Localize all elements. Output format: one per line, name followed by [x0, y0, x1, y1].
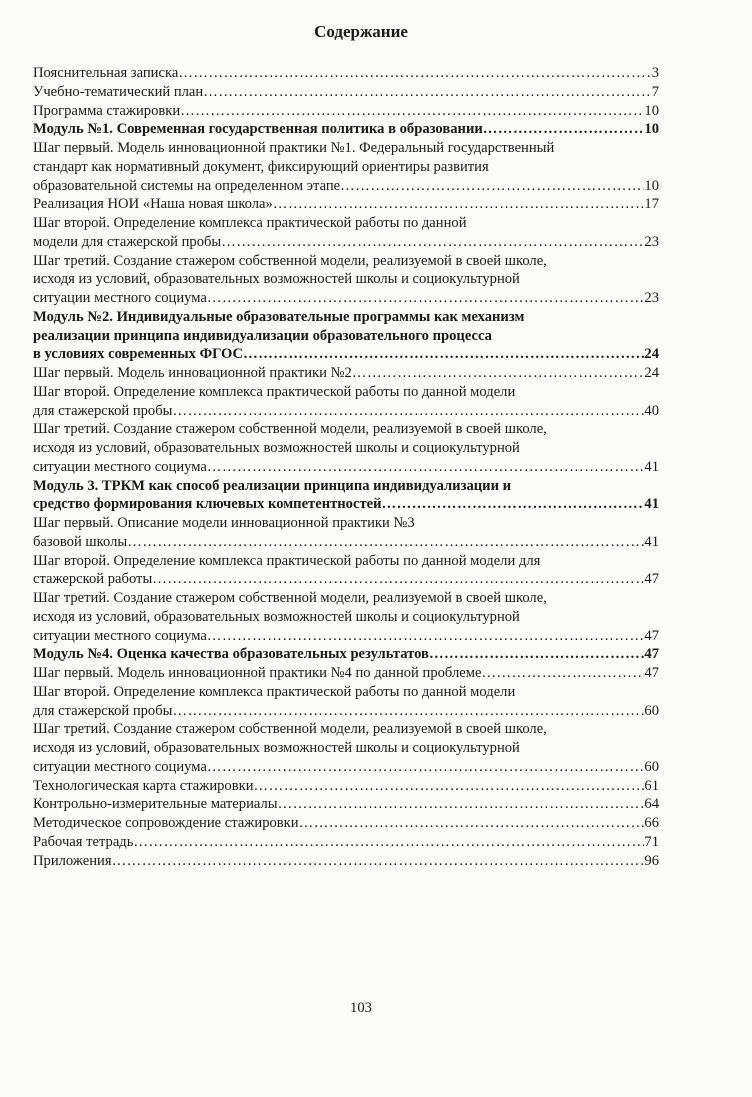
- toc-entry: [33, 589, 659, 645]
- dot-leader: [207, 758, 645, 777]
- toc-entry-page: 10: [644, 121, 659, 138]
- dot-leader: [152, 570, 644, 589]
- toc-entry-last-line: [33, 458, 659, 477]
- toc-entry-text: исходя из условий, образовательных возможностей школы и социокультурной: [33, 440, 520, 456]
- toc-entry-page: 10: [644, 177, 659, 194]
- toc-entry-page: 41: [644, 533, 659, 550]
- dot-leader: [273, 195, 645, 214]
- toc-entry-text: образовательной системы на определенном этапе: [33, 177, 341, 194]
- toc-entry-text: Технологическая карта стажировки: [33, 777, 254, 794]
- toc-entry-text: стажерской работы: [33, 571, 153, 588]
- toc-entry: [33, 214, 659, 252]
- page-title: Содержание: [314, 22, 408, 41]
- toc-entry-last-line: [33, 777, 659, 796]
- toc-entry: [33, 664, 659, 683]
- toc-entry: [33, 102, 659, 121]
- toc-entry-last-line: [33, 402, 659, 421]
- toc-entry-page: 47: [644, 646, 659, 663]
- toc-entry-page: 23: [644, 290, 659, 306]
- toc-entry-text: Приложения: [33, 852, 112, 869]
- toc-entry-text: Шаг третий. Создание стажером собственной модели, реализуемой в своей школе,: [33, 421, 547, 438]
- dot-leader: [299, 814, 645, 833]
- toc-entry: [33, 514, 659, 552]
- toc-entry: [33, 720, 659, 776]
- dot-leader: [180, 102, 644, 121]
- toc-entry-text: Модуль №2. Индивидуальные образовательные программы как механизм: [33, 308, 525, 325]
- toc-entry-text: Шаг второй. Определение комплекса практической работы по данной модели: [33, 683, 516, 700]
- toc-entry-page: 40: [644, 402, 659, 419]
- toc-entry: [33, 364, 659, 383]
- toc-entry-last-line: [33, 570, 659, 589]
- toc-entry-text: Программа стажировки: [33, 102, 181, 119]
- toc-entry-page: 41: [644, 496, 659, 513]
- dot-leader: [278, 795, 645, 814]
- toc-entry-last-line: [33, 64, 659, 83]
- toc-entry-page: 60: [644, 702, 659, 719]
- toc-entry-text: Шаг первый. Модель инновационной практики №4 по данной проблеме: [33, 665, 482, 681]
- toc-entry-text: ситуации местного социума: [33, 758, 207, 775]
- dot-leader: [221, 233, 644, 252]
- toc-entry: [33, 833, 659, 852]
- toc-entry-last-line: [33, 345, 659, 364]
- toc-entry-text: ситуации местного социума: [33, 627, 207, 644]
- toc-entry-text: Шаг второй. Определение комплекса практической работы по данной: [33, 215, 467, 231]
- toc-entry-last-line: [33, 702, 659, 721]
- toc-entry-last-line: [33, 627, 659, 646]
- dot-leader: [243, 345, 644, 364]
- toc-entry-text: ситуации местного социума: [33, 458, 207, 475]
- toc-entry-text: в условиях современных ФГОС: [33, 346, 244, 363]
- toc-entry-text: Шаг первый. Модель инновационной практики №2: [33, 365, 352, 381]
- toc-entry-text: для стажерской пробы: [33, 402, 173, 419]
- toc-entry: [33, 64, 659, 83]
- toc-entry-page: 23: [644, 233, 659, 250]
- toc-entry-text: Шаг третий. Создание стажером собственной модели, реализуемой в своей школе,: [33, 252, 547, 269]
- dot-leader: [203, 83, 651, 102]
- toc-entry-text: Модуль 3. ТРКМ как способ реализации принципа индивидуализации и: [33, 477, 512, 494]
- toc-entry-last-line: [33, 289, 659, 308]
- toc-entry-text: исходя из условий, образовательных возможностей школы и социокультурной: [33, 271, 520, 288]
- toc-entry-last-line: [33, 495, 659, 514]
- toc-entry: [33, 252, 659, 308]
- toc-entry-page: 17: [644, 196, 659, 213]
- toc-entry-page: 41: [644, 458, 659, 475]
- dot-leader: [172, 702, 644, 721]
- toc-entry-text: Шаг первый. Описание модели инновационной практики №3: [33, 515, 415, 531]
- toc-entry-last-line: [33, 664, 659, 683]
- toc-entry-last-line: [33, 102, 659, 121]
- toc-entry-page: 7: [651, 83, 659, 100]
- toc-entry-text: для стажерской пробы: [33, 702, 173, 719]
- dot-leader: [340, 177, 644, 196]
- toc-entry-page: 47: [644, 627, 659, 644]
- toc-entry-page: 60: [644, 758, 659, 775]
- toc-entry-text: Шаг второй. Определение комплекса практической работы по данной модели: [33, 383, 516, 400]
- toc-entry-last-line: [33, 83, 659, 102]
- toc-entry-page: 10: [644, 102, 659, 119]
- dot-leader: [133, 833, 644, 852]
- toc-entry-last-line: [33, 758, 659, 777]
- toc-entry: [33, 308, 659, 364]
- toc-entry-page: 96: [644, 852, 659, 869]
- toc-entry: [33, 420, 659, 476]
- toc-entry-text: средство формирования ключевых компетентностей: [33, 496, 382, 513]
- toc-entry-text: Методическое сопровождение стажировки: [33, 815, 299, 831]
- toc-entry-last-line: [33, 533, 659, 552]
- dot-leader: [481, 664, 644, 683]
- dot-leader: [254, 777, 645, 796]
- toc-entry-text: Рабочая тетрадь: [33, 833, 134, 850]
- toc-entry-page: 24: [644, 346, 659, 363]
- toc-entry-last-line: [33, 120, 659, 139]
- toc-entry-text: реализации принципа индивидуализации образовательного процесса: [33, 327, 492, 344]
- dot-leader: [207, 289, 645, 308]
- toc-entry-last-line: [33, 852, 659, 871]
- dot-leader: [172, 402, 644, 421]
- toc-entry-text: Шаг первый. Модель инновационной практики №1. Федеральный государственный: [33, 140, 555, 156]
- toc-entry-page: 64: [644, 796, 659, 813]
- toc-entry-last-line: [33, 364, 659, 383]
- toc-entry-text: ситуации местного социума: [33, 290, 207, 306]
- toc-entry-page: 47: [644, 571, 659, 588]
- toc-entry: [33, 814, 659, 833]
- dot-leader: [207, 627, 645, 646]
- toc-entry-page: 3: [651, 65, 659, 81]
- toc-entry-text: Шаг второй. Определение комплекса практической работы по данной модели для: [33, 552, 541, 569]
- toc-entry-last-line: [33, 177, 659, 196]
- toc-entry-text: базовой школы: [33, 533, 128, 550]
- toc-entry: [33, 83, 659, 102]
- toc-entry-text: Контрольно-измерительные материалы: [33, 796, 278, 813]
- toc-entry-last-line: [33, 233, 659, 252]
- toc-entry-text: Учебно-тематический план: [33, 83, 204, 100]
- toc-entry: [33, 139, 659, 195]
- toc-entry-text: модели для стажерской пробы: [33, 233, 222, 250]
- toc-entry-text: исходя из условий, образовательных возможностей школы и социокультурной: [33, 740, 520, 756]
- page-number: 103: [350, 1000, 372, 1016]
- table-of-contents: [33, 64, 659, 870]
- dot-leader: [352, 364, 645, 383]
- toc-entry-last-line: [33, 795, 659, 814]
- toc-entry-text: Модуль №1. Современная государственная политика в образовании: [33, 121, 483, 138]
- toc-entry-text: Шаг третий. Создание стажером собственной модели, реализуемой в своей школе,: [33, 721, 547, 738]
- toc-entry: [33, 383, 659, 421]
- toc-entry-text: Реализация НОИ «Наша новая школа»: [33, 196, 273, 213]
- toc-entry-last-line: [33, 814, 659, 833]
- toc-entry: [33, 477, 659, 515]
- toc-entry: [33, 777, 659, 796]
- dot-leader: [178, 64, 651, 83]
- toc-entry: [33, 195, 659, 214]
- toc-entry: [33, 120, 659, 139]
- toc-entry-text: Шаг третий. Создание стажером собственной модели, реализуемой в своей школе,: [33, 590, 547, 606]
- toc-entry: [33, 852, 659, 871]
- toc-entry-text: исходя из условий, образовательных возможностей школы и социокультурной: [33, 608, 520, 625]
- toc-entry: [33, 645, 659, 664]
- dot-leader: [382, 495, 645, 514]
- dot-leader: [483, 120, 645, 139]
- toc-entry-page: 61: [644, 777, 659, 794]
- toc-entry-last-line: [33, 833, 659, 852]
- toc-entry-page: 66: [644, 815, 659, 831]
- dot-leader: [127, 533, 644, 552]
- toc-entry-last-line: [33, 195, 659, 214]
- toc-entry: [33, 795, 659, 814]
- toc-entry: [33, 683, 659, 721]
- toc-entry-page: 24: [644, 365, 659, 381]
- toc-entry-text: Пояснительная записка: [33, 65, 179, 81]
- dot-leader: [112, 852, 645, 871]
- dot-leader: [429, 645, 644, 664]
- toc-entry: [33, 552, 659, 590]
- toc-entry-page: 71: [644, 833, 659, 850]
- toc-entry-text: Модуль №4. Оценка качества образовательных результатов: [33, 646, 429, 663]
- toc-entry-last-line: [33, 645, 659, 664]
- toc-entry-text: стандарт как нормативный документ, фиксирующий ориентиры развития: [33, 158, 489, 175]
- dot-leader: [207, 458, 645, 477]
- toc-entry-page: 47: [644, 665, 659, 681]
